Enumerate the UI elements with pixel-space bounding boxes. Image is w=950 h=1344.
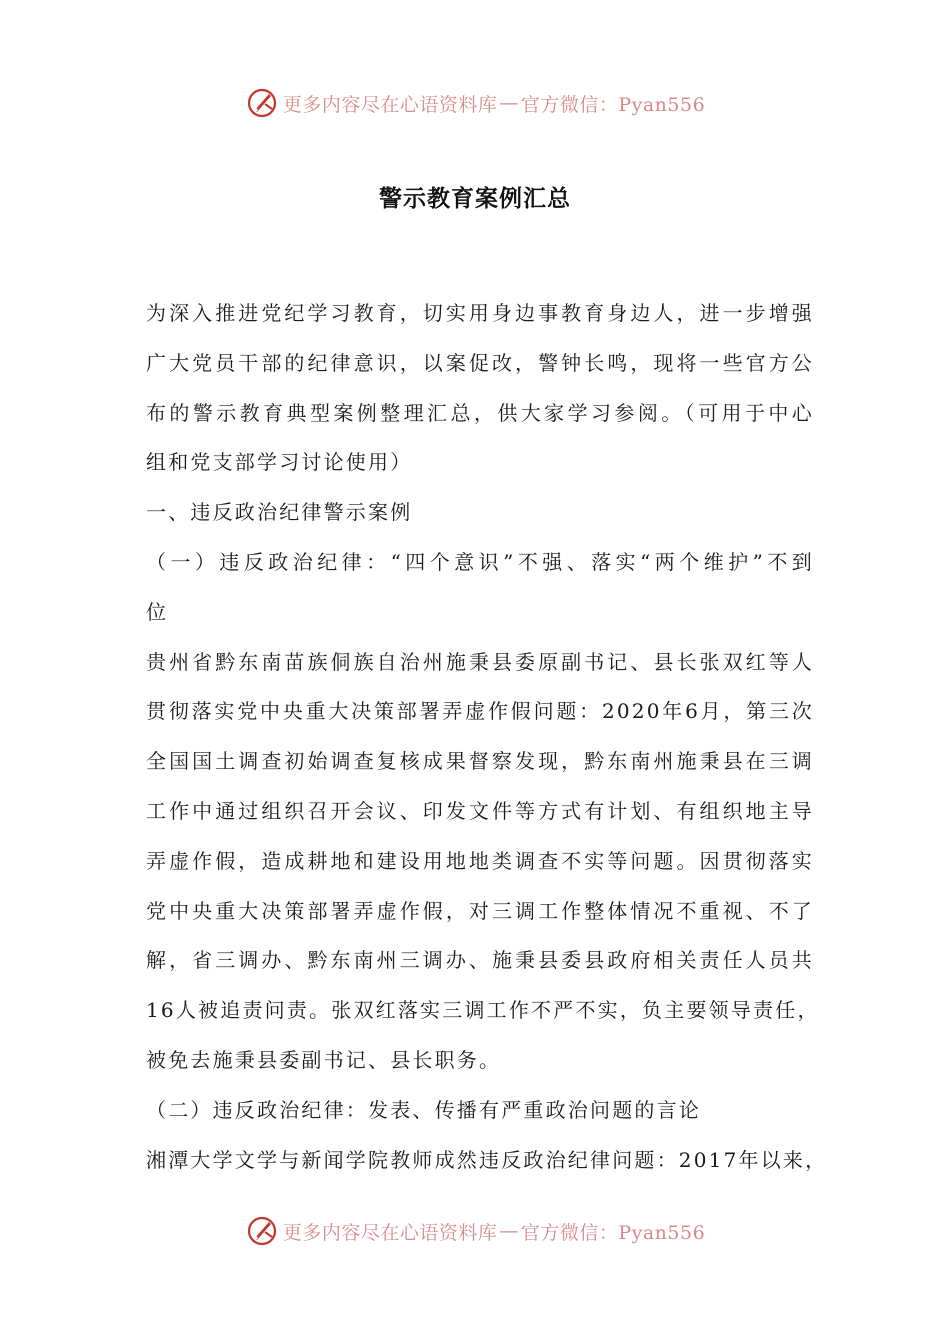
banner-text: 更多内容尽在心语资料库 [282, 1221, 498, 1244]
banner-contact: 官方微信：Pyan556 [520, 93, 706, 116]
section-heading: 一、违反政治纪律警示案例 [146, 500, 413, 525]
body-line: 16人被追责问责。张双红落实三调工作不严不实，负主要领导责任， [146, 998, 820, 1023]
body-line: 湘潭大学文学与新闻学院教师成然违反政治纪律问题：2017年以来， [146, 1147, 828, 1172]
body-line: 为深入推进党纪学习教育，切实用身边事教育身边人，进一步增强 [146, 301, 814, 325]
banner-dash: — [499, 92, 519, 114]
footer-banner [0, 1211, 950, 1251]
body-line: 被免去施秉县委副书记、县长职务。 [146, 1047, 502, 1072]
body-line: 组和党支部学习讨论使用） [146, 450, 413, 475]
quill-logo-icon [245, 1214, 279, 1248]
quill-logo-icon [245, 86, 279, 120]
document-title: 警示教育案例汇总 [379, 186, 571, 212]
document-body [146, 289, 828, 1185]
body-line: 贵州省黔东南苗族侗族自治州施秉县委原副书记、县长张双红等人 [146, 649, 814, 674]
body-line: 全国国土调查初始调查复核成果督察发现，黔东南州施秉县在三调 [146, 749, 814, 774]
subsection-heading: （一）违反政治纪律：“四个意识”不强、落实“两个维护”不到 [146, 549, 814, 574]
subsection-heading-cont: 位 [146, 599, 169, 624]
banner-text: 更多内容尽在心语资料库 [282, 93, 498, 116]
body-line: 弄虚作假，造成耕地和建设用地地类调查不实等问题。因贯彻落实 [146, 848, 814, 873]
header-banner [0, 83, 950, 123]
body-line: 贯彻落实党中央重大决策部署弄虚作假问题：2020年6月，第三次 [146, 699, 814, 724]
body-line: 解，省三调办、黔东南州三调办、施秉县委县政府相关责任人员共 [146, 948, 814, 973]
body-line: 广大党员干部的纪律意识，以案促改，警钟长鸣，现将一些官方公 [146, 350, 814, 375]
body-line: 党中央重大决策部署弄虚作假，对三调工作整体情况不重视、不了 [146, 898, 814, 923]
banner-dash: — [499, 1220, 519, 1242]
banner-contact: 官方微信：Pyan556 [520, 1221, 706, 1244]
body-line: 工作中通过组织召开会议、印发文件等方式有计划、有组织地主导 [146, 798, 814, 823]
body-line: 布的警示教育典型案例整理汇总，供大家学习参阅。（可用于中心 [146, 400, 814, 425]
subsection-heading: （二）违反政治纪律：发表、传播有严重政治问题的言论 [146, 1097, 701, 1122]
